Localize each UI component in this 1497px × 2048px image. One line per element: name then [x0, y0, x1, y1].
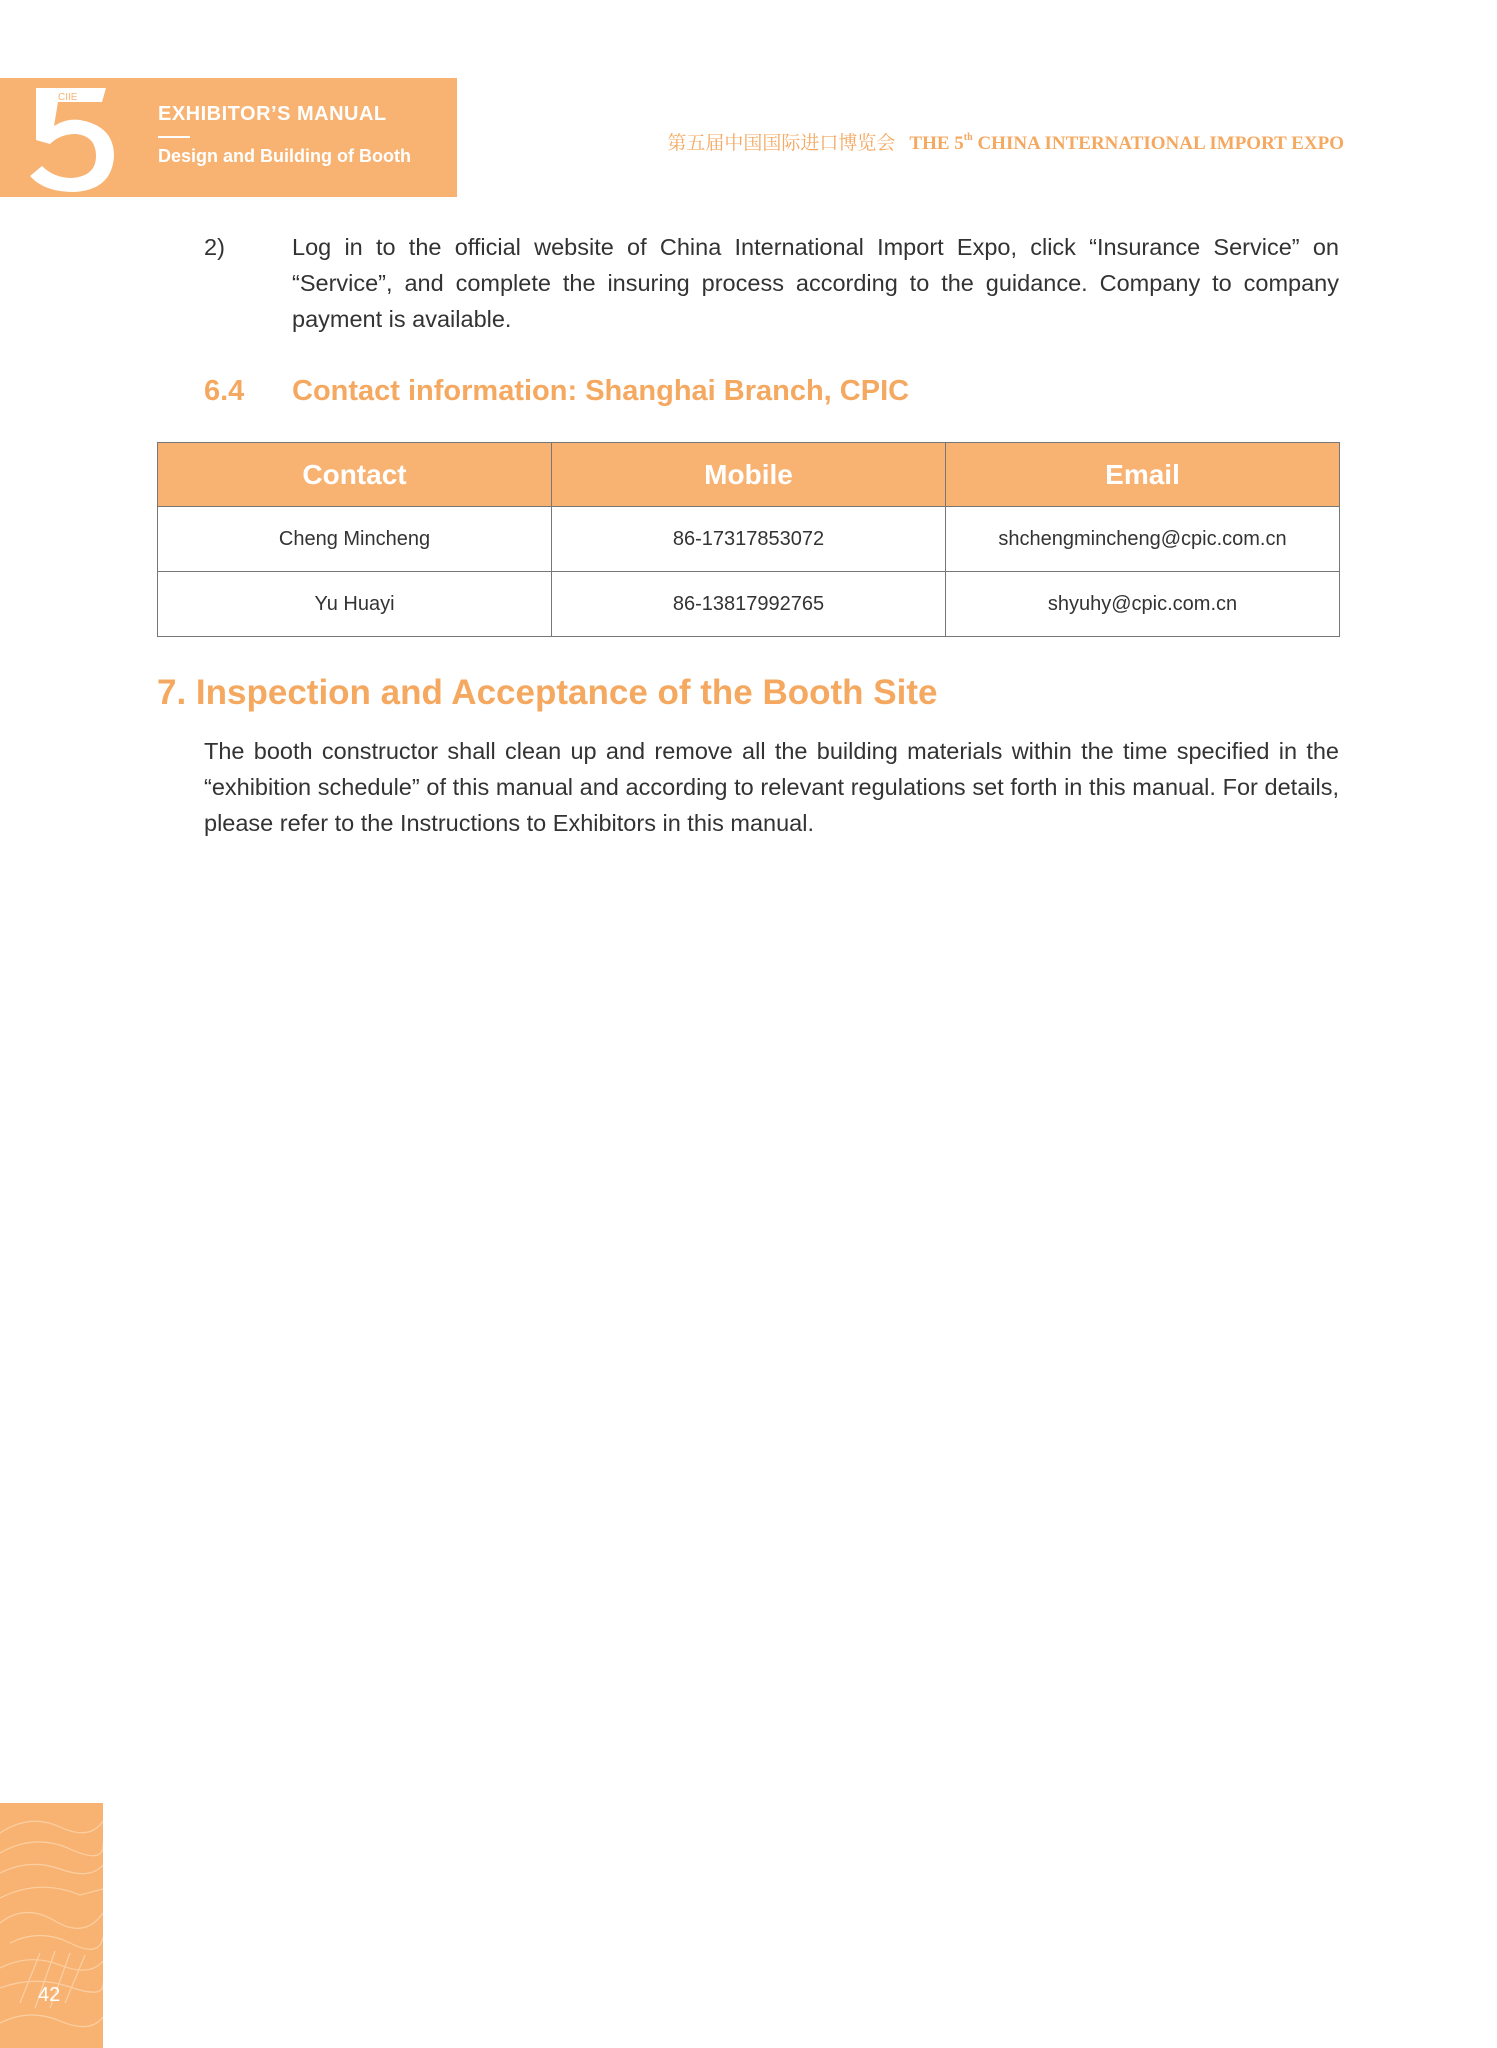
contact-mobile: 86-17317853072: [552, 507, 946, 572]
section-7-heading: 7. Inspection and Acceptance of the Booth Site: [157, 673, 938, 712]
expo-title-cn: 第五届中国国际进口博览会: [667, 133, 896, 154]
expo-title-sup: th: [963, 132, 973, 143]
header-banner: [0, 78, 457, 197]
expo-title: [667, 128, 1344, 155]
section-7-paragraph: The booth constructor shall clean up and remove all the building materials within the time specified in the “exhibition schedule” of this manual and according to relevant regulations set forth in this manual. For details, please refer to the Instructions to Exhibitors in this manual.: [204, 738, 1339, 836]
contact-name: Cheng Mincheng: [158, 507, 552, 572]
header-divider: [158, 136, 190, 138]
section-title: Contact information: Shanghai Branch, CPIC: [292, 375, 910, 407]
landscape-pattern-icon: [0, 1803, 103, 2048]
contacts-table: [157, 442, 1340, 637]
section-number: 6.4: [204, 375, 245, 407]
logo-text: CIIE: [58, 92, 78, 103]
section-6-4-heading: [204, 375, 909, 408]
contact-mobile: 86-13817992765: [552, 572, 946, 637]
expo-title-en-post: CHINA INTERNATIONAL IMPORT EXPO: [972, 133, 1344, 154]
header-mobile: Mobile: [552, 443, 946, 507]
contact-email: shyuhy@cpic.com.cn: [946, 572, 1340, 637]
page-number: 42: [38, 1984, 61, 2006]
header-contact: Contact: [158, 443, 552, 507]
corner-decoration: [0, 1803, 103, 2048]
contact-name: Yu Huayi: [158, 572, 552, 637]
contact-email: shchengmincheng@cpic.com.cn: [946, 507, 1340, 572]
section-subtitle: Design and Building of Booth: [158, 146, 411, 166]
header-email: Email: [946, 443, 1340, 507]
table-header-row: [158, 443, 1340, 507]
ciie-five-logo: [22, 82, 122, 194]
list-item-text: Log in to the official website of China International Import Expo, click “Insurance Service” on “Service”, and complete the insuring process according to the guidance. Company to company payment is available.: [292, 234, 1339, 332]
list-item-number: 2): [204, 234, 225, 260]
expo-title-en-pre: THE 5: [909, 133, 964, 154]
manual-title: EXHIBITOR’S MANUAL: [158, 103, 387, 125]
table-row: [158, 572, 1340, 637]
table-row: [158, 507, 1340, 572]
